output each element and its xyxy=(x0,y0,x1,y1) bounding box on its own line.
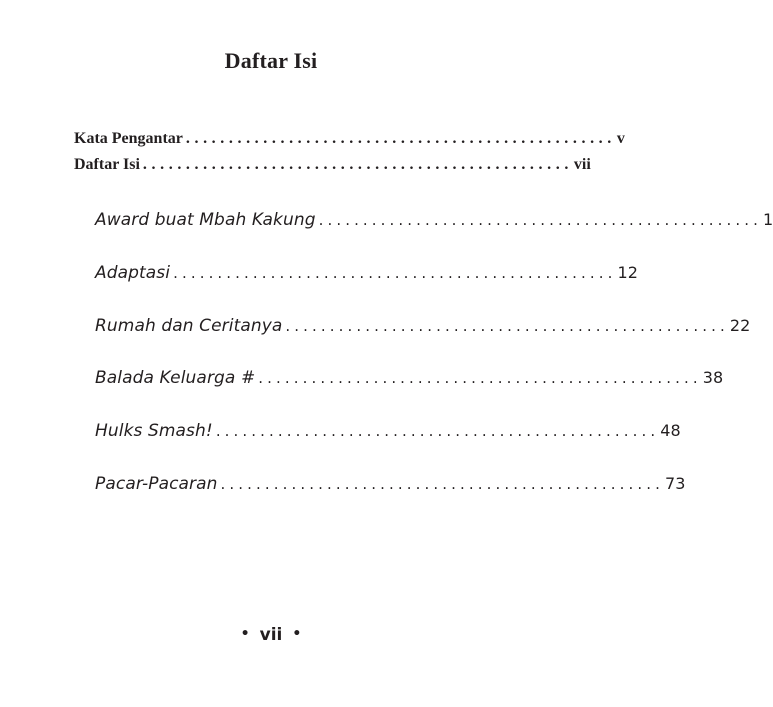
dot-leader: .................................................. xyxy=(220,475,664,493)
dot-leader: .................................................. xyxy=(215,422,660,440)
toc-label: Kata Pengantar xyxy=(74,130,183,147)
toc-page-number: 12 xyxy=(617,263,639,282)
toc-page-number: 38 xyxy=(702,368,724,387)
toc-label: Balada Keluarga # xyxy=(95,368,256,388)
footer-page-number: vii xyxy=(259,625,283,645)
toc-row-kata-pengantar xyxy=(74,130,625,148)
page-footer xyxy=(0,625,542,645)
toc-label: Award buat Mbah Kakung xyxy=(95,210,316,230)
toc-label: Daftar Isi xyxy=(74,156,140,173)
dot-leader: .................................................. xyxy=(185,130,616,147)
toc-page-number: 1 xyxy=(763,210,773,229)
dot-leader: .................................................. xyxy=(173,264,617,282)
toc-row-chapter xyxy=(95,421,681,441)
toc-page-number: 73 xyxy=(664,474,686,493)
dot-leader: .................................................. xyxy=(318,211,762,229)
toc-row-chapter xyxy=(95,263,639,283)
toc-page-number: vii xyxy=(573,156,591,173)
toc-label: Pacar-Pacaran xyxy=(95,474,218,494)
dot-leader: .................................................. xyxy=(285,317,729,335)
toc-label: Adaptasi xyxy=(95,263,171,283)
toc-label: Rumah dan Ceritanya xyxy=(95,316,283,336)
toc-row-chapter xyxy=(95,474,686,494)
toc-label: Hulks Smash! xyxy=(95,421,213,441)
toc-page-number: 48 xyxy=(660,421,681,440)
toc-row-chapter xyxy=(95,316,751,336)
bullet-icon: • xyxy=(240,626,250,642)
toc-page-number: v xyxy=(616,130,625,147)
toc-row-daftar-isi xyxy=(74,156,591,174)
bullet-icon: • xyxy=(292,626,302,642)
toc-row-chapter xyxy=(95,210,773,230)
toc-row-chapter xyxy=(95,368,724,388)
dot-leader: .................................................. xyxy=(258,369,702,387)
toc-page-number: 22 xyxy=(729,316,751,335)
dot-leader: .................................................. xyxy=(142,156,573,173)
page-title: Daftar Isi xyxy=(224,48,318,73)
